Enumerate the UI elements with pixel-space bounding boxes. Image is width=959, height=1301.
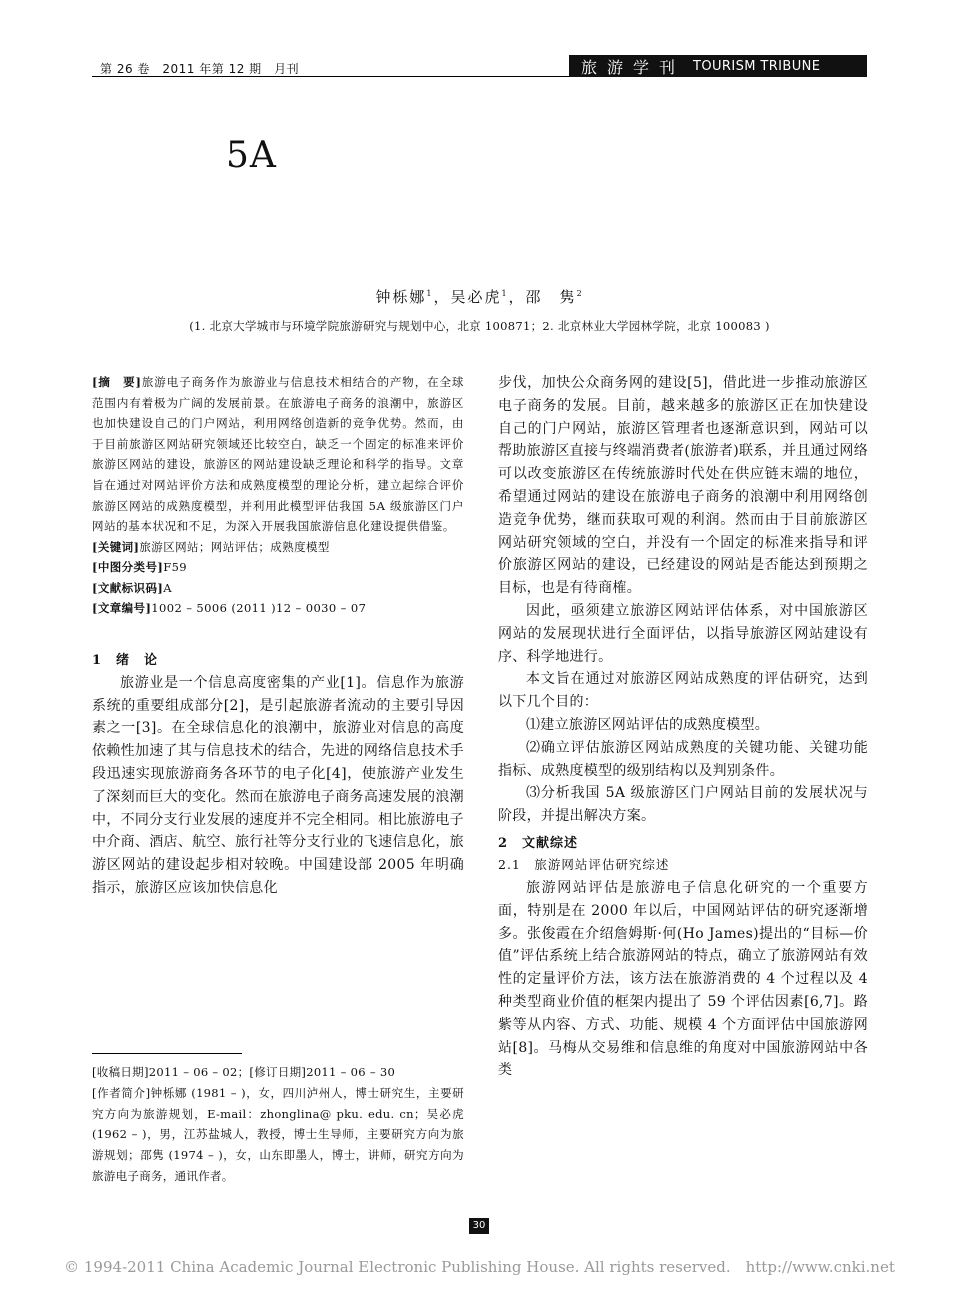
- list-item: ⑶分析我国 5A 级旅游区门户网站目前的发展状况与阶段，并提出解决方案。: [498, 785, 868, 825]
- affiliation: (1. 北京大学城市与环境学院旅游研究与规划中心，北京 100871；2. 北京林业大学园林学院，北京 100083 ): [189, 319, 770, 333]
- footnote: [92, 1062, 464, 1187]
- clc-text: F59: [163, 560, 188, 575]
- abstract: [92, 372, 464, 537]
- journal-banner: [569, 55, 867, 77]
- body-paragraph: 因此，亟须建立旅游区网站评估体系，对中国旅游区网站的发展现状进行全面评估，以指导旅游区网站建设有序、科学地进行。: [498, 602, 868, 665]
- abstract-text: 旅游电子商务作为旅游业与信息技术相结合的产物，在全球范围内有着极为广阔的发展前景。在旅游电子商务的浪潮中，旅游区也加快建设自己的门户网站，利用网络创造新的竞争优势。然而，由于目前旅游区网站研究领域还比较空白，缺乏一个固定的标准来评价旅游区网站的建设，旅游区的网站建设缺乏理论和科学的指导。文章旨在通过对网站评价方法和成熟度模型的理论分析，建立起综合评价旅游区网站的成熟度模型，并利用此模型评估我国 5A 级旅游区门户网站的基本状况和不足，为深入开展我国旅游信息化建设提供借鉴。: [92, 375, 464, 534]
- article-no-label: [文章编号]: [92, 601, 152, 616]
- copyright-notice: © 1994-2011 China Academic Journal Electronic Publishing House. All rights reserved. http://www.cnki.net: [64, 1258, 895, 1276]
- doc-code-text: A: [163, 580, 172, 595]
- keywords-label: [关键词]: [92, 539, 140, 554]
- section-1-heading: 1 绪 论: [92, 652, 159, 668]
- author-2: ，吴必虎: [433, 288, 502, 306]
- paper-title: 5A: [226, 135, 277, 176]
- footnote-dates: [收稿日期]2011 – 06 – 02；[修订日期]2011 – 06 – 30: [92, 1065, 396, 1079]
- list-item: ⑴建立旅游区网站评估的成熟度模型。: [526, 716, 770, 733]
- clc-label: [中图分类号]: [92, 560, 164, 575]
- section-1-paragraph: 旅游业是一个信息高度密集的产业[1]。信息作为旅游系统的重要组成部分[2]，是引起旅游者流动的主要引导因素之一[3]。在全球信息化的浪潮中，旅游业对信息的高度依赖性加速了其与信息技术的结合，先进的网络信息技术手段迅速实现旅游商务各环节的电子化[4]，使旅游产业发生了深刻而巨大的变化。然而在旅游电子商务高速发展的浪潮中，不同分支行业发展的速度并不完全相同。相比旅游电子中介商、酒店、航空、旅行社等分支行业的飞速信息化，旅游区网站的建设起步相对较晚。中国建设部 2005 年明确指示，旅游区应该加快信息化: [92, 674, 464, 896]
- journal-name-cn: 旅游学刊: [581, 57, 686, 77]
- footnote-bio: [作者简介]钟栎娜 (1981 – )，女，四川泸州人，博士研究生，主要研究方向为旅游规划，E-mail：zhonglina@ pku. edu. cn；吴必虎 (1962 – )，男，江苏盐城人，教授，博士生导师，主要研究方向为旅游规划；邵隽 (1974 – )，女，山东即墨人，博士，讲师，研究方向为旅游电子商务，通讯作者。: [92, 1085, 464, 1183]
- section-2-heading: 2 文献综述: [498, 835, 579, 851]
- left-column: [92, 372, 464, 900]
- article-no-text: 1002 – 5006 (2011 )12 – 0030 – 07: [151, 601, 367, 616]
- page-number: 30: [469, 1218, 489, 1234]
- body-paragraph: 旅游网站评估是旅游电子信息化研究的一个重要方面，特别是在 2000 年以后，中国网站评估的研究逐渐增多。张俊霞在介绍詹姆斯·何(Ho James)提出的“目标—价值”评估系统上结合旅游网站的特点，确立了旅游网站有效性的定量评价方法，该方法在旅游消费的 4 个过程以及 4 种类型商业价值的框架内提出了 59 个评估因素[6,7]。路紫等从内容、方式、功能、规模 4 个方面评估中国旅游网站[8]。马梅从交易维和信息维的角度对中国旅游网站中各类: [498, 879, 868, 1079]
- keywords-text: 旅游区网站；网站评估；成熟度模型: [139, 539, 330, 554]
- author-3-affil: 2: [576, 289, 584, 298]
- doc-code-label: [文献标识码]: [92, 580, 164, 595]
- journal-issue: 第 26 卷 2011 年第 12 期 月刊: [100, 62, 300, 76]
- author-1-affil: 1: [426, 289, 434, 298]
- author-2-affil: 1: [501, 289, 509, 298]
- author-3: ，邵 隽: [508, 288, 577, 306]
- authors: [0, 286, 959, 307]
- journal-name-en: TOURISM TRIBUNE: [693, 58, 821, 74]
- author-1: 钟栎娜: [375, 288, 427, 306]
- clc-number: [92, 557, 464, 578]
- body-paragraph: 本文旨在通过对旅游区网站成熟度的评估研究，达到以下几个目的：: [498, 671, 868, 711]
- body-paragraph: 步伐，加快公众商务网的建设[5]，借此进一步推动旅游区电子商务的发展。目前，越来越多的旅游区正在加快建设自己的门户网站，旅游区管理者也逐渐意识到，网站可以帮助旅游区直接与终端消费者(旅游者)联系，并且通过网络可以改变旅游区在传统旅游时代处在供应链末端的地位，希望通过网站的建设在旅游电子商务的浪潮中利用网络创造竞争优势，继而获取可观的利润。然而由于目前旅游区网站研究领域的空白，并没有一个固定的标准来指导和评价旅游区网站的建设，已经建设的网站是否能达到预期之目标，也是有待商榷。: [498, 375, 868, 597]
- abstract-label: [摘 要]: [92, 375, 142, 389]
- subsection-heading: 2.1 旅游网站评估研究综述: [498, 856, 670, 872]
- document-code: [92, 578, 464, 599]
- article-number: [92, 598, 464, 619]
- list-item: ⑵确立评估旅游区网站成熟度的关键功能、关键功能指标、成熟度模型的级别结构以及判别条件。: [498, 739, 868, 779]
- keywords: [92, 537, 464, 558]
- right-column: [498, 372, 868, 1082]
- footnote-rule: [92, 1053, 242, 1054]
